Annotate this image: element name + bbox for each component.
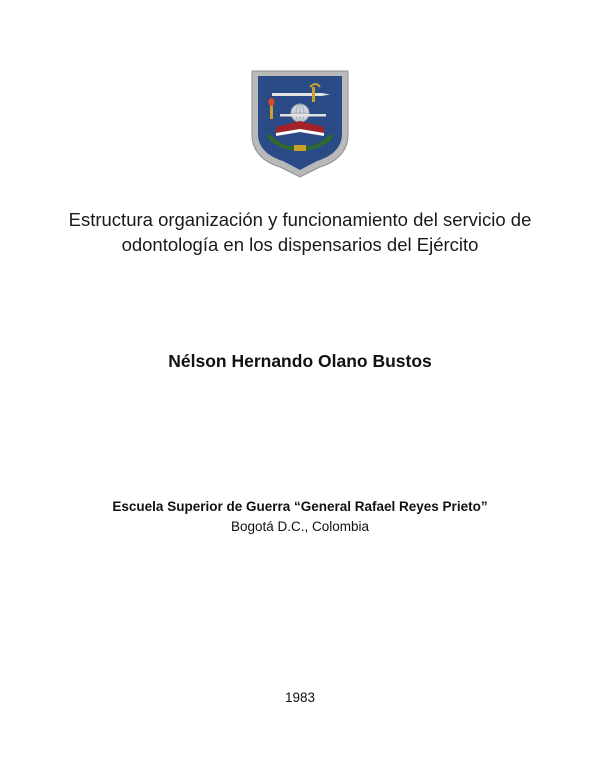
publication-year: 1983 <box>284 690 316 705</box>
institution-name: Escuela Superior de Guerra “General Rafael Reyes Prieto” <box>112 499 488 514</box>
document-title: Estructura organización y funcionamiento del servicio de odontología en los dispensarios del Ejército <box>68 209 532 255</box>
institution-crest-icon <box>250 69 350 179</box>
author-name: Nélson Hernando Olano Bustos <box>168 351 432 371</box>
city-location: Bogotá D.C., Colombia <box>230 519 370 534</box>
